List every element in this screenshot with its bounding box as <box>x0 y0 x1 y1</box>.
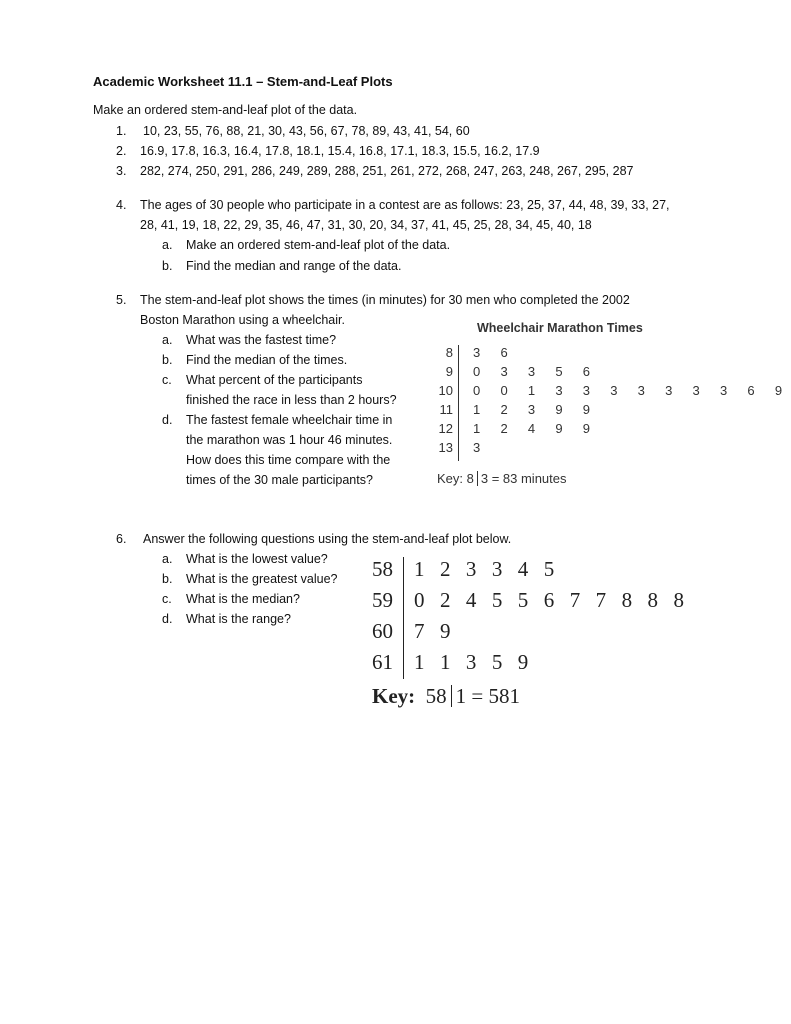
q5c-text-line1: What percent of the participants <box>186 373 363 387</box>
plot1-leaves: 3 6 <box>473 345 516 360</box>
q5d-text-line1: The fastest female wheelchair time in <box>186 413 393 427</box>
plot2-stem: 58 <box>372 557 393 581</box>
q4b-label: b. <box>162 259 173 273</box>
q5c-text-line2: finished the race in less than 2 hours? <box>186 393 397 407</box>
q6b-label: b. <box>162 572 173 586</box>
q5b-text: Find the median of the times. <box>186 353 348 367</box>
q5-text-line2: Boston Marathon using a wheelchair. <box>140 313 345 327</box>
q4-text-line2: 28, 41, 19, 18, 22, 29, 35, 46, 47, 31, 30, 20, 34, 37, 41, 45, 25, 28, 34, 45, 40, 18 <box>140 218 592 232</box>
q4a-label: a. <box>162 238 173 252</box>
q1-number: 1. <box>116 124 127 138</box>
plot2-leaves: 7 9 <box>414 619 456 643</box>
q5d-text-line2: the marathon was 1 hour 46 minutes. <box>186 433 393 447</box>
q4-text-line1: The ages of 30 people who participate in a contest are as follows: 23, 25, 37, 44, 48, 39, 33, 27, <box>140 198 670 212</box>
q3-number: 3. <box>116 164 127 178</box>
plot1-key-suffix: 3 = 83 minutes <box>480 471 567 486</box>
plot2-leaves: 1 1 3 5 9 <box>414 650 534 674</box>
plot1-key-prefix: Key: 8 <box>437 471 474 486</box>
plot1-title: Wheelchair Marathon Times <box>477 321 643 335</box>
q5d-text-line3: How does this time compare with the <box>186 453 391 467</box>
q6d-text: What is the range? <box>186 612 291 626</box>
plot2-stem: 61 <box>372 650 393 674</box>
plot1-leaves: 1 2 3 9 9 <box>473 402 599 417</box>
q1-data: 10, 23, 55, 76, 88, 21, 30, 43, 56, 67, 78, 89, 43, 41, 54, 60 <box>143 124 470 138</box>
plot1-key <box>437 471 567 486</box>
q4b-text: Find the median and range of the data. <box>186 259 402 273</box>
q5-text-line1: The stem-and-leaf plot shows the times (in minutes) for 30 men who completed the 2002 <box>140 293 630 307</box>
plot1-stem: 8 <box>445 345 453 360</box>
plot1-stem: 12 <box>438 421 453 436</box>
q4-number: 4. <box>116 198 127 212</box>
plot1-leaves: 0 0 1 3 3 3 3 3 3 3 6 9 <box>473 383 791 398</box>
q5a-label: a. <box>162 333 173 347</box>
q4a-text: Make an ordered stem-and-leaf plot of the data. <box>186 238 451 252</box>
plot2-stem: 59 <box>372 588 393 612</box>
q5a-text: What was the fastest time? <box>186 333 337 347</box>
q6-number: 6. <box>116 532 127 546</box>
q6-text: Answer the following questions using the stem-and-leaf plot below. <box>143 532 512 546</box>
q6d-label: d. <box>162 612 173 626</box>
plot2-leaves: 1 2 3 3 4 5 <box>414 557 560 581</box>
plot1-stem: 9 <box>445 364 453 379</box>
q2-number: 2. <box>116 144 127 158</box>
q5-number: 5. <box>116 293 127 307</box>
intro-instruction: Make an ordered stem-and-leaf plot of the data. <box>93 103 358 117</box>
plot1-stem: 10 <box>438 383 453 398</box>
q6b-text: What is the greatest value? <box>186 572 338 586</box>
q6a-text: What is the lowest value? <box>186 552 328 566</box>
plot1-key-divider <box>477 471 478 486</box>
q5b-label: b. <box>162 353 173 367</box>
plot2-key-stem: 58 <box>425 684 447 708</box>
plot2-stem: 60 <box>372 619 393 643</box>
plot1-stem: 11 <box>439 402 453 417</box>
q5c-label: c. <box>162 373 172 387</box>
worksheet-title: Academic Worksheet 11.1 – Stem-and-Leaf Plots <box>93 74 393 89</box>
q3-data: 282, 274, 250, 291, 286, 249, 289, 288, 251, 261, 272, 268, 247, 263, 248, 267, 295, 287 <box>140 164 634 178</box>
plot1-stem-divider <box>458 345 459 461</box>
plot1-leaves: 3 <box>473 440 489 455</box>
q5d-label: d. <box>162 413 173 427</box>
plot2-key-label: Key: <box>372 684 416 708</box>
plot2-leaves: 0 2 4 5 5 6 7 7 8 8 8 <box>414 588 690 612</box>
q5d-text-line4: times of the 30 male participants? <box>186 473 373 487</box>
plot1-stem: 13 <box>438 440 453 455</box>
plot1-leaves: 1 2 4 9 9 <box>473 421 599 436</box>
q6a-label: a. <box>162 552 173 566</box>
plot2-key-suffix: 1 = 581 <box>455 684 520 708</box>
plot2-key <box>372 684 520 709</box>
q2-data: 16.9, 17.8, 16.3, 16.4, 17.8, 18.1, 15.4, 16.8, 17.1, 18.3, 15.5, 16.2, 17.9 <box>140 144 540 158</box>
plot2-key-divider <box>451 685 452 707</box>
q6c-text: What is the median? <box>186 592 300 606</box>
q6c-label: c. <box>162 592 172 606</box>
plot1-leaves: 0 3 3 5 6 <box>473 364 599 379</box>
